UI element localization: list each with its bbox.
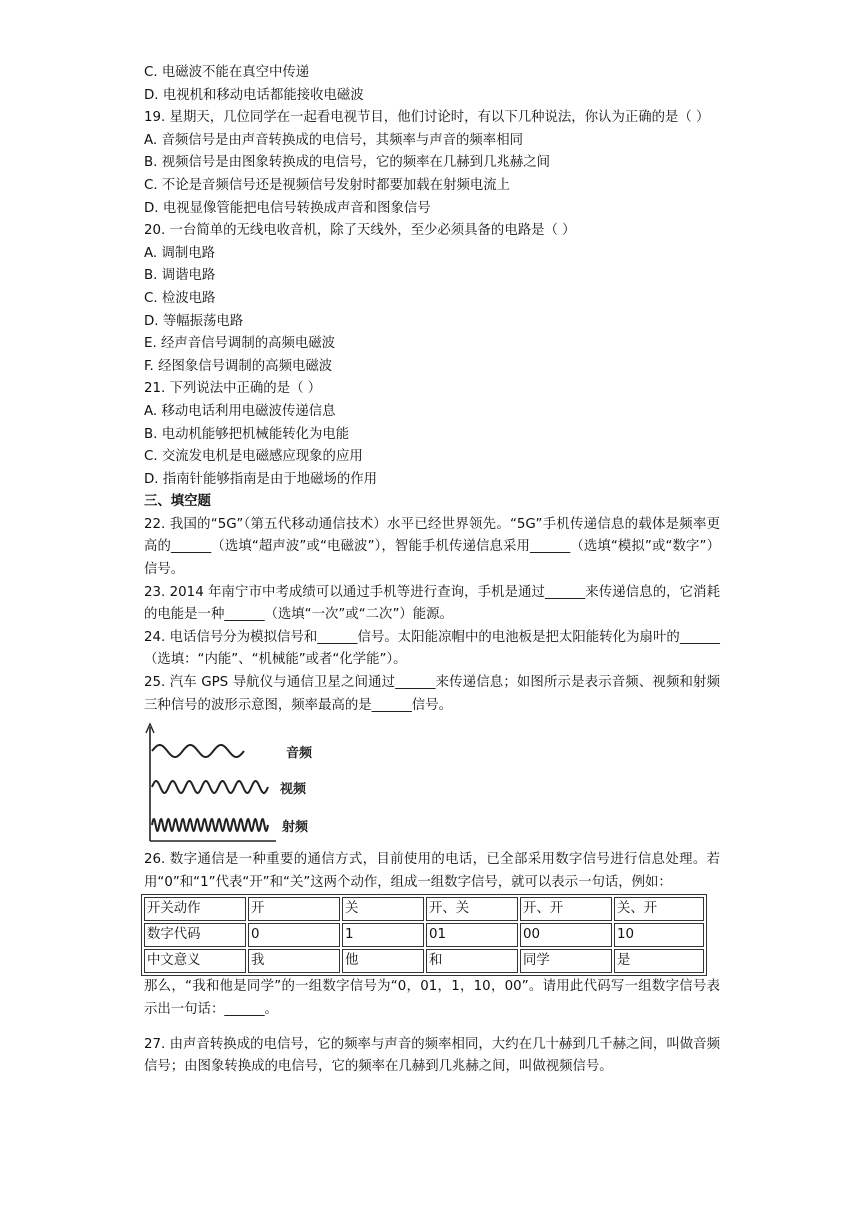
table-cell: 我 (248, 949, 340, 973)
table-cell: 中文意义 (144, 949, 246, 973)
table-cell: 开、开 (520, 897, 612, 921)
question-21-option-b: B. 电动机能够把机械能转化为电能 (144, 426, 350, 442)
audio-wave (152, 745, 244, 757)
table-cell: 1 (342, 923, 424, 947)
table-row (144, 949, 704, 973)
question-23: 23. 2014 年南宁市中考成绩可以通过手机等进行查询，手机是通过______来传递信息的，它消耗的电能是一种______（选填“一次”或“二次”）能源。 (144, 584, 720, 623)
rf-wave (152, 819, 268, 831)
table-cell: 是 (614, 949, 704, 973)
question-20-option-a: A. 调制电路 (144, 245, 215, 261)
table-cell: 和 (426, 949, 518, 973)
question-19-option-d: D. 电视显像管能把电信号转换成声音和图象信号 (144, 200, 431, 216)
question-24: 24. 电话信号分为模拟信号和______信号。太阳能凉帽中的电池板是把太阳能转化为扇叶的______（选填：“内能”、“机械能”或者“化学能”）。 (144, 629, 720, 668)
question-19-option-a: A. 音频信号是由声音转换成的电信号，其频率与声音的频率相同 (144, 132, 523, 148)
rf-label: 射频 (282, 820, 309, 836)
option-c-q18: C. 电磁波不能在真空中传递 (144, 65, 310, 80)
table-cell: 开 (248, 897, 340, 921)
question-21-option-a: A. 移动电话利用电磁波传递信息 (144, 403, 336, 419)
table-cell: 00 (520, 923, 612, 947)
option-d-q18: D. 电视机和移动电话都能接收电磁波 (144, 87, 364, 103)
question-26-after: 那么，“我和他是同学”的一组数字信号为“0，01，1，10，00”。请用此代码写一组数字信号表示出一句话：______。 (144, 979, 720, 1017)
spacer (144, 1022, 720, 1034)
table-cell: 开、关 (426, 897, 518, 921)
question-21-option-c: C. 交流发电机是电磁感应现象的应用 (144, 449, 363, 465)
question-25: 25. 汽车 GPS 导航仪与通信卫星之间通过______来传递信息；如图所示是表示音频、视频和射频三种信号的波形示意图，频率最高的是______信号。 (144, 675, 720, 713)
table-cell: 开关动作 (144, 897, 246, 921)
table-row (144, 897, 704, 921)
table-cell: 01 (426, 923, 518, 947)
question-content (144, 62, 720, 1079)
table-row (144, 923, 704, 947)
video-label: 视频 (280, 782, 307, 798)
question-27: 27. 由声音转换成的电信号，它的频率与声音的频率相同，大约在几十赫到几千赫之间，叫做音频信号；由图象转换成的电信号，它的频率在几赫到几兆赫之间，叫做视频信号。 (144, 1036, 720, 1075)
video-wave (152, 781, 268, 793)
question-20-stem: 20. 一台简单的无线电收音机，除了天线外，至少必须具备的电路是（ ） (144, 223, 576, 239)
code-table (141, 894, 707, 976)
table-cell: 同学 (520, 949, 612, 973)
question-21-option-d: D. 指南针能够指南是由于地磁场的作用 (144, 471, 378, 487)
table-cell: 数字代码 (144, 923, 246, 947)
table-cell: 关 (342, 897, 424, 921)
table-cell: 关、开 (614, 897, 704, 921)
question-20-option-c: C. 检波电路 (144, 290, 216, 306)
question-20-option-b: B. 调谐电路 (144, 268, 216, 284)
table-cell: 他 (342, 949, 424, 973)
question-22: 22. 我国的“5G”（第五代移动通信技术）水平已经世界领先。“5G”手机传递信息的载体是频率更高的______（选填“超声波”或“电磁波”），智能手机传递信息采用______（选填“模拟”或“数字”）信号。 (144, 516, 720, 578)
question-19-option-b: B. 视频信号是由图象转换成的电信号，它的频率在几赫到几兆赫之间 (144, 155, 551, 171)
question-19-stem: 19. 星期天，几位同学在一起看电视节目，他们讨论时，有以下几种说法，你认为正确的是（ ） (144, 110, 710, 126)
question-20-option-d: D. 等幅振荡电路 (144, 313, 244, 329)
question-21-stem: 21. 下列说法中正确的是（ ） (144, 381, 322, 397)
section-heading-fill-in: 三、填空题 (144, 494, 211, 510)
question-20-option-f: F. 经图象信号调制的高频电磁波 (144, 358, 333, 374)
waveform-figure (144, 721, 344, 845)
table-cell: 0 (248, 923, 340, 947)
question-26-stem: 26. 数字通信是一种重要的通信方式，目前使用的电话，已全部采用数字信号进行信息处理。若用“0”和“1”代表“开”和“关”这两个动作，组成一组数字信号，就可以表示一句话，例如： (144, 852, 720, 890)
table-cell: 10 (614, 923, 704, 947)
question-20-option-e: E. 经声音信号调制的高频电磁波 (144, 336, 336, 352)
audio-label: 音频 (286, 746, 313, 762)
question-19-option-c: C. 不论是音频信号还是视频信号发射时都要加载在射频电流上 (144, 177, 511, 193)
